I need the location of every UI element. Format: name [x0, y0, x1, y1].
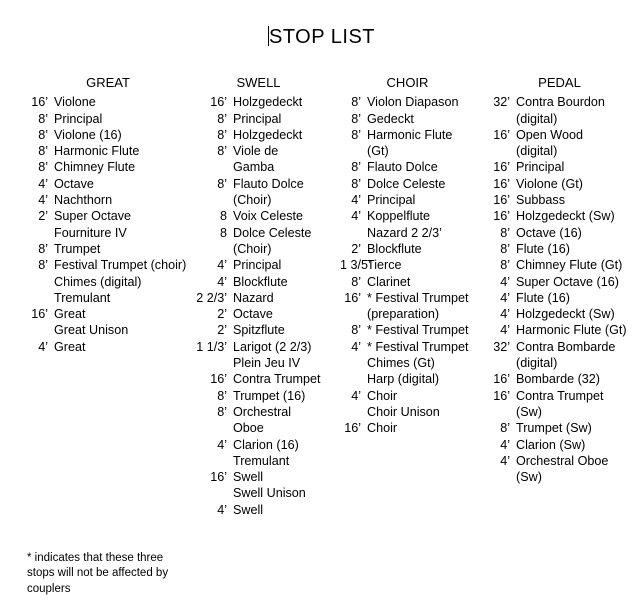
- great-column: [28, 75, 188, 355]
- column-heading: PEDAL: [538, 75, 581, 90]
- stop-pitch: 16’: [493, 209, 510, 224]
- stop-name: Spitzflute: [233, 323, 285, 338]
- stop-list: [492, 94, 627, 485]
- stop-name: Super Octave (16): [516, 274, 619, 289]
- stop-pitch: 4’: [351, 388, 361, 403]
- stop-name: Swell: [233, 502, 264, 517]
- stop-pitch: 8’: [38, 144, 48, 159]
- stop-pitch: 8’: [217, 388, 227, 403]
- stop-name: Octave: [233, 307, 273, 322]
- stop-name: Dolce Celeste: [367, 176, 446, 191]
- stop-name: Voix Celeste: [233, 209, 304, 224]
- stop-name: Clarinet: [367, 274, 411, 289]
- stop-pitch: 8’: [351, 95, 361, 110]
- stop-pitch: 8’: [500, 225, 510, 240]
- stop-row: [492, 371, 627, 387]
- stop-pitch: 4’: [38, 339, 48, 354]
- stop-pitch: 8’: [351, 127, 361, 142]
- stop-pitch: 2 2/3’: [196, 290, 227, 305]
- stop-row: [196, 371, 321, 387]
- stop-pitch: 8’: [217, 127, 227, 142]
- stop-row: [492, 94, 627, 127]
- column-heading: SWELL: [236, 75, 281, 90]
- stop-row: [492, 339, 627, 372]
- footnote: * indicates that these three stops will not be affected by couplers: [27, 552, 169, 595]
- stop-name: Nazard 2 2/3’: [367, 225, 442, 240]
- stop-pitch: 8’: [38, 160, 48, 175]
- stop-name: Koppelflute: [367, 209, 431, 224]
- stop-name: Harmonic Flute (Gt): [367, 127, 453, 159]
- stop-name: Super Octave: [54, 209, 132, 224]
- stop-pitch: 4’: [351, 193, 361, 208]
- stop-row: [340, 159, 475, 175]
- stop-pitch: 32’: [493, 339, 510, 354]
- stop-pitch: [28, 290, 54, 306]
- stop-list: [340, 94, 475, 436]
- stop-name: Contra Trumpet: [233, 372, 321, 387]
- stop-pitch: 8: [219, 225, 227, 240]
- stop-row: [28, 192, 188, 208]
- stop-name: Blockflute: [233, 274, 288, 289]
- stop-row: [492, 306, 627, 322]
- stop-name: Choir: [367, 388, 398, 403]
- stop-name: * Festival Trumpet: [367, 323, 469, 338]
- stop-row: [340, 94, 475, 110]
- stop-pitch: 2’: [351, 241, 361, 256]
- stop-pitch: 8’: [351, 111, 361, 126]
- stop-name: Trumpet (Sw): [516, 421, 592, 436]
- stop-name: Fourniture IV: [54, 225, 127, 240]
- stop-row: [196, 111, 321, 127]
- stop-name: Orchestral Oboe: [233, 404, 292, 436]
- stop-pitch: 16’: [493, 193, 510, 208]
- stop-name: Clarion (16): [233, 437, 299, 452]
- stop-name: Larigot (2 2/3): [233, 339, 312, 354]
- stop-row: [28, 257, 188, 273]
- stop-pitch: 1 3/5’: [340, 258, 371, 273]
- stop-name: Great: [54, 307, 86, 322]
- stop-name: Subbass: [516, 193, 566, 208]
- stop-name: Open Wood (digital): [516, 127, 583, 159]
- stop-name: Violon Diapason: [367, 95, 459, 110]
- stop-name: Clarion (Sw): [516, 437, 586, 452]
- page-title: [0, 26, 643, 49]
- stop-name: Great Unison: [54, 323, 129, 338]
- stop-row: [196, 469, 321, 485]
- stop-row: [340, 208, 475, 224]
- stop-pitch: 16’: [210, 95, 227, 110]
- stop-pitch: 8’: [217, 111, 227, 126]
- stop-name: Blockflute: [367, 241, 422, 256]
- stop-pitch: 16’: [31, 307, 48, 322]
- stop-row: [340, 241, 475, 257]
- choir-column: [340, 75, 475, 437]
- stop-pitch: 16’: [344, 290, 361, 305]
- stop-name: Violone (Gt): [516, 176, 583, 191]
- stop-row: [340, 290, 475, 323]
- stop-pitch: 4’: [500, 307, 510, 322]
- stop-name: Flute (16): [516, 241, 570, 256]
- stop-name: Flute (16): [516, 290, 570, 305]
- stop-row: [492, 388, 627, 421]
- stop-row: [28, 208, 188, 224]
- stop-row: [28, 94, 188, 110]
- stop-pitch: 16’: [493, 176, 510, 191]
- stop-name: Octave: [54, 176, 94, 191]
- stop-name: Swell: [233, 470, 264, 485]
- stop-row: [196, 176, 321, 209]
- stop-name: Nachthorn: [54, 193, 113, 208]
- stop-name: Choir Unison: [367, 404, 440, 419]
- stop-pitch: 4’: [351, 209, 361, 224]
- stop-row: [196, 404, 321, 437]
- stop-row: [28, 290, 188, 306]
- stop-name: Dolce Celeste (Choir): [233, 225, 312, 256]
- stop-pitch: [340, 371, 367, 387]
- stop-row: [492, 176, 627, 192]
- stop-name: Holzgedeckt: [233, 127, 303, 142]
- stop-row: [492, 127, 627, 160]
- stop-row: [340, 322, 475, 338]
- column-heading: GREAT: [86, 75, 130, 90]
- stop-row: [196, 453, 321, 469]
- stop-row: [340, 225, 475, 241]
- stop-row: [196, 127, 321, 143]
- stop-name: Festival Trumpet (choir): [54, 258, 187, 273]
- stop-name: Principal: [54, 111, 103, 126]
- stop-pitch: [196, 485, 233, 501]
- stop-row: [196, 290, 321, 306]
- stop-pitch: 8’: [217, 176, 227, 191]
- stop-pitch: 2’: [217, 323, 227, 338]
- stop-row: [492, 274, 627, 290]
- stop-name: Tremulant: [233, 453, 290, 468]
- stop-row: [196, 355, 321, 371]
- stop-pitch: 8’: [351, 274, 361, 289]
- stop-row: [196, 143, 321, 176]
- stop-name: Gedeckt: [367, 111, 414, 126]
- stop-row: [28, 143, 188, 159]
- stop-row: [28, 176, 188, 192]
- stop-pitch: 8’: [38, 258, 48, 273]
- stop-row: [28, 322, 188, 338]
- title-text: STOP LIST: [268, 26, 376, 48]
- stop-pitch: 8’: [500, 241, 510, 256]
- stop-name: Tremulant: [54, 290, 111, 305]
- stop-pitch: 4’: [500, 290, 510, 305]
- stop-name: Trumpet: [54, 241, 101, 256]
- stop-row: [28, 225, 188, 241]
- stop-name: Great: [54, 339, 86, 354]
- stop-pitch: 16’: [31, 95, 48, 110]
- stop-row: [196, 437, 321, 453]
- stop-name: Contra Trumpet (Sw): [516, 388, 604, 419]
- stop-row: [196, 485, 321, 501]
- stop-pitch: 16’: [493, 127, 510, 142]
- stop-name: Contra Bourdon (digital): [516, 95, 605, 126]
- stop-row: [340, 111, 475, 127]
- stop-pitch: 32’: [493, 95, 510, 110]
- stop-row: [28, 339, 188, 355]
- stop-row: [196, 339, 321, 355]
- stop-row: [340, 192, 475, 208]
- stop-name: Violone (16): [54, 127, 122, 142]
- stop-pitch: [28, 274, 54, 290]
- stop-pitch: [340, 404, 367, 420]
- stop-row: [492, 192, 627, 208]
- stop-row: [340, 176, 475, 192]
- stop-row: [196, 225, 321, 258]
- stop-pitch: [28, 322, 54, 338]
- stop-name: Harp (digital): [367, 372, 440, 387]
- stop-pitch: 16’: [210, 372, 227, 387]
- stop-row: [340, 127, 475, 160]
- stop-pitch: [28, 225, 54, 241]
- stop-pitch: 4’: [500, 274, 510, 289]
- stop-row: [196, 502, 321, 518]
- stop-row: [492, 420, 627, 436]
- stop-pitch: 8’: [38, 111, 48, 126]
- stop-name: Octave (16): [516, 225, 582, 240]
- stop-pitch: 8’: [500, 258, 510, 273]
- stop-pitch: 8’: [217, 144, 227, 159]
- swell-column: [196, 75, 321, 518]
- stop-row: [492, 290, 627, 306]
- stop-pitch: 8’: [217, 404, 227, 419]
- stop-name: Chimes (Gt): [367, 356, 435, 371]
- stop-name: Principal: [367, 193, 416, 208]
- stop-pitch: 4’: [217, 258, 227, 273]
- stop-pitch: 4’: [217, 437, 227, 452]
- stop-row: [492, 322, 627, 338]
- stop-row: [340, 404, 475, 420]
- stop-row: [340, 371, 475, 387]
- stop-row: [492, 257, 627, 273]
- stop-pitch: 16’: [493, 160, 510, 175]
- stop-pitch: [196, 453, 233, 469]
- stop-name: * Festival Trumpet: [367, 339, 469, 354]
- stop-name: * Festival Trumpet (preparation): [367, 290, 469, 322]
- stop-row: [28, 241, 188, 257]
- stop-name: Contra Bombarde (digital): [516, 339, 616, 371]
- stop-pitch: [196, 355, 233, 371]
- stop-name: Tierce: [367, 258, 402, 273]
- stop-name: Plein Jeu IV: [233, 356, 301, 371]
- stop-row: [492, 241, 627, 257]
- stop-name: Swell Unison: [233, 486, 306, 501]
- stop-name: Harmonic Flute: [54, 144, 140, 159]
- stop-row: [28, 306, 188, 322]
- stop-row: [28, 111, 188, 127]
- stop-row: [196, 94, 321, 110]
- stop-row: [492, 159, 627, 175]
- stop-list: [28, 94, 188, 355]
- stop-row: [196, 388, 321, 404]
- stop-name: Viole de Gamba: [233, 144, 279, 175]
- stop-name: Chimney Flute: [54, 160, 136, 175]
- stop-name: Principal: [233, 111, 282, 126]
- stop-pitch: [340, 355, 367, 371]
- stop-name: Flauto Dolce (Choir): [233, 176, 304, 208]
- stop-pitch: 4’: [217, 502, 227, 517]
- stop-pitch: 2’: [217, 307, 227, 322]
- stop-pitch: 8’: [351, 160, 361, 175]
- stop-pitch: 8’: [38, 127, 48, 142]
- stop-pitch: 8’: [38, 241, 48, 256]
- pedal-column: [492, 75, 627, 485]
- stop-pitch: [340, 225, 367, 241]
- stop-row: [492, 208, 627, 224]
- stop-pitch: 8’: [500, 421, 510, 436]
- stop-row: [340, 274, 475, 290]
- stop-row: [196, 257, 321, 273]
- stop-name: Principal: [233, 258, 282, 273]
- column-heading: CHOIR: [386, 75, 429, 90]
- stop-pitch: 4’: [38, 176, 48, 191]
- stop-row: [340, 257, 475, 273]
- stop-name: Chimney Flute (Gt): [516, 258, 623, 273]
- stop-pitch: 8: [219, 209, 227, 224]
- stop-pitch: 16’: [493, 372, 510, 387]
- stop-row: [492, 225, 627, 241]
- stop-pitch: 16’: [344, 421, 361, 436]
- stop-pitch: 4’: [500, 453, 510, 468]
- stop-name: Holzgedeckt (Sw): [516, 209, 615, 224]
- stop-name: Trumpet (16): [233, 388, 306, 403]
- stop-row: [340, 388, 475, 404]
- stop-name: Holzgedeckt (Sw): [516, 307, 615, 322]
- stop-row: [340, 355, 475, 371]
- stop-pitch: 2’: [38, 209, 48, 224]
- stop-row: [196, 274, 321, 290]
- stop-row: [196, 322, 321, 338]
- stop-row: [28, 159, 188, 175]
- stop-pitch: 4’: [217, 274, 227, 289]
- stop-name: Orchestral Oboe (Sw): [516, 453, 609, 485]
- stop-name: Principal: [516, 160, 565, 175]
- stop-name: Flauto Dolce: [367, 160, 438, 175]
- stop-row: [340, 339, 475, 355]
- stop-name: Nazard: [233, 290, 274, 305]
- stop-name: Holzgedeckt: [233, 95, 303, 110]
- stop-pitch: 8’: [351, 176, 361, 191]
- stop-name: Choir: [367, 421, 398, 436]
- stop-pitch: 4’: [38, 193, 48, 208]
- stop-row: [28, 274, 188, 290]
- stop-name: Harmonic Flute (Gt): [516, 323, 627, 338]
- stop-row: [196, 306, 321, 322]
- stop-pitch: 4’: [351, 339, 361, 354]
- stop-list: [196, 94, 321, 518]
- stop-row: [492, 453, 627, 486]
- stop-pitch: 8’: [351, 323, 361, 338]
- stop-pitch: 16’: [210, 470, 227, 485]
- stop-pitch: 4’: [500, 323, 510, 338]
- stop-pitch: 16’: [493, 388, 510, 403]
- stop-row: [196, 208, 321, 224]
- stop-name: Chimes (digital): [54, 274, 142, 289]
- stop-row: [340, 420, 475, 436]
- stop-pitch: 1 1/3’: [196, 339, 227, 354]
- stop-name: Violone: [54, 95, 96, 110]
- stop-name: Bombarde (32): [516, 372, 600, 387]
- stop-pitch: 4’: [500, 437, 510, 452]
- stop-row: [492, 437, 627, 453]
- stop-row: [28, 127, 188, 143]
